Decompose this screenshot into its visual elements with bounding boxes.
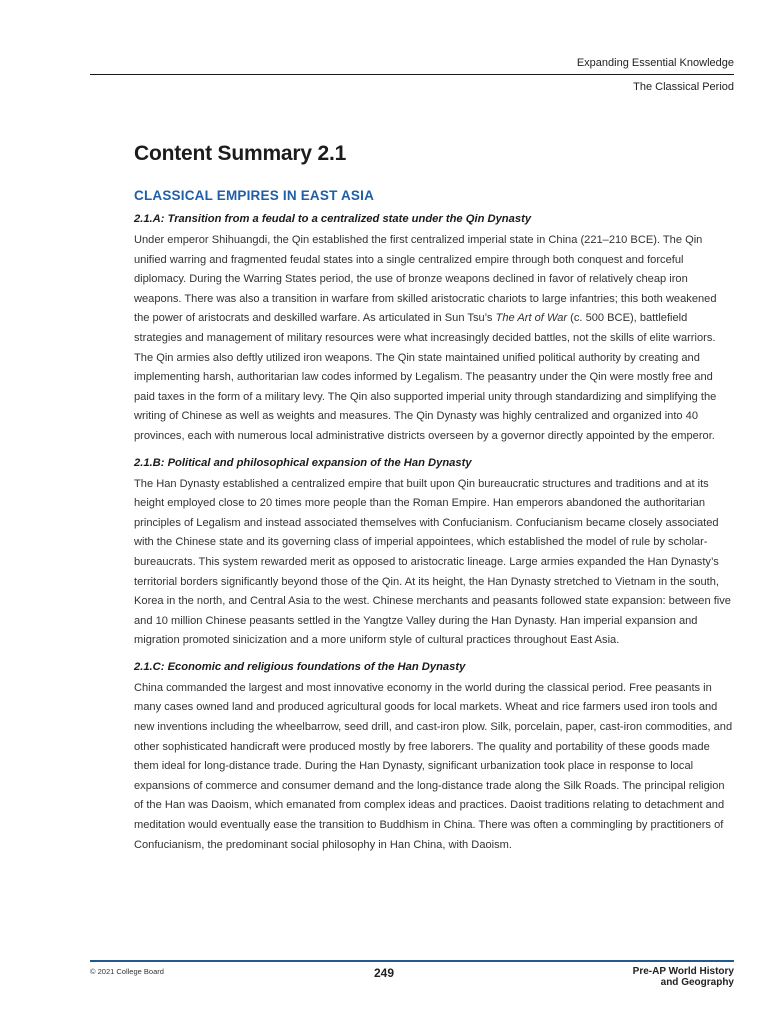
running-header-period: The Classical Period: [633, 81, 734, 93]
subsection-heading-2-1-b: 2.1.B: Political and philosophical expansion of the Han Dynasty: [134, 456, 472, 469]
footer-divider: [90, 960, 734, 962]
subsection-body-2-1-a: Under emperor Shihuangdi, the Qin established the first centralized imperial state in China (221–210 BCE). The Qin unified warring and fragmented feudal states into a single centralized empire through both conquest and forceful diplomacy. During the Warring States period, the use of bronze weapons declined in favor of relatively cheap iron weapons. There was also a transition in warfare from skilled aristocratic chariots to large infantries; this both weakened the power of aristocrats and deskilled warfare. As articulated in Sun Tsu’s The Art of War (c. 500 BCE), battlefield strategies and management of military resources were what increasingly decided battles, not the skills of elite warriors. The Qin armies also deftly utilized iron weapons. The Qin state maintained unified political authority by creating and implementing harsh, authoritarian law codes informed by Legalism. The peasantry under the Qin were mostly free and paid taxes in the form of a military levy. The Qin also supported imperial unity through standardizing and simplifying the writing of Chinese as well as weights and measures. The Qin Dynasty was highly centralized and organized into 40 provinces, each with numerous local administrative districts overseen by a governor directly appointed by the emperor.: [134, 234, 717, 442]
footer-copyright: © 2021 College Board: [90, 967, 164, 976]
running-header-section: Expanding Essential Knowledge: [576, 57, 734, 69]
subsection-heading-2-1-c: 2.1.C: Economic and religious foundations of the Han Dynasty: [134, 660, 466, 673]
subsection-body-2-1-b: The Han Dynasty established a centralized empire that built upon Qin bureaucratic structures and traditions and at its height employed close to 20 times more people than the Roman Empire. Han emperors abandoned the authoritarian principles of Legalism and instead associated themselves with Confucianism. Confucianism became closely associated with the Chinese state and its governing class of imperial appointees, which established the model of rule by scholar-bureaucrats. This system rewarded merit as opposed to aristocratic lineage. Large armies expanded the Han Dynasty’s territorial borders significantly beyond those of the Qin. At its height, the Han Dynasty stretched to Vietnam in the south, Korea in the north, and Central Asia to the west. Chinese merchants and peasants followed state expansion: between five and 10 million Chinese peasants settled in the Yangtze Valley during the Han Dynasty. Han imperial expansion and migration promoted sinicization and a more uniform style of cultural practices throughout East Asia.: [134, 477, 731, 647]
header-divider: [90, 74, 734, 75]
page-title: Content Summary 2.1: [134, 142, 347, 165]
book-title: The Art of War: [495, 312, 568, 325]
page-content: [134, 142, 734, 863]
footer-course-title: [633, 966, 734, 988]
section-heading: CLASSICAL EMPIRES IN EAST ASIA: [134, 188, 375, 203]
footer-course-line2: and Geography: [660, 977, 734, 988]
subsection-body-2-1-c: China commanded the largest and most innovative economy in the world during the classical period. Free peasants in many cases owned land and produced agricultural goods for local markets. Wheat and rice farmers used iron tools and new inventions including the wheelbarrow, seed drill, and cast-iron plow. Silk, porcelain, paper, cast-iron commodities, and other sophisticated handicraft were produced mostly by free laborers. The quality and portability of these goods made them ideal for long-distance trade. During the Han Dynasty, significant urbanization took place in response to local expansions of commerce and consumer demand and the long-distance trade along the Silk Roads. The principal religion of the Han was Daoism, which emanated from complex ideas and practices. Daoist traditions relating to detachment and meditation would eventually ease the transition to Buddhism in China. There was often a commingling by practitioners of Confucianism, the predominant social philosophy in Han China, with Daoism.: [134, 681, 733, 851]
footer-course-line1: Pre-AP World History: [632, 966, 734, 977]
subsection-heading-2-1-a: 2.1.A: Transition from a feudal to a centralized state under the Qin Dynasty: [134, 213, 532, 225]
page-number: 249: [373, 966, 395, 980]
